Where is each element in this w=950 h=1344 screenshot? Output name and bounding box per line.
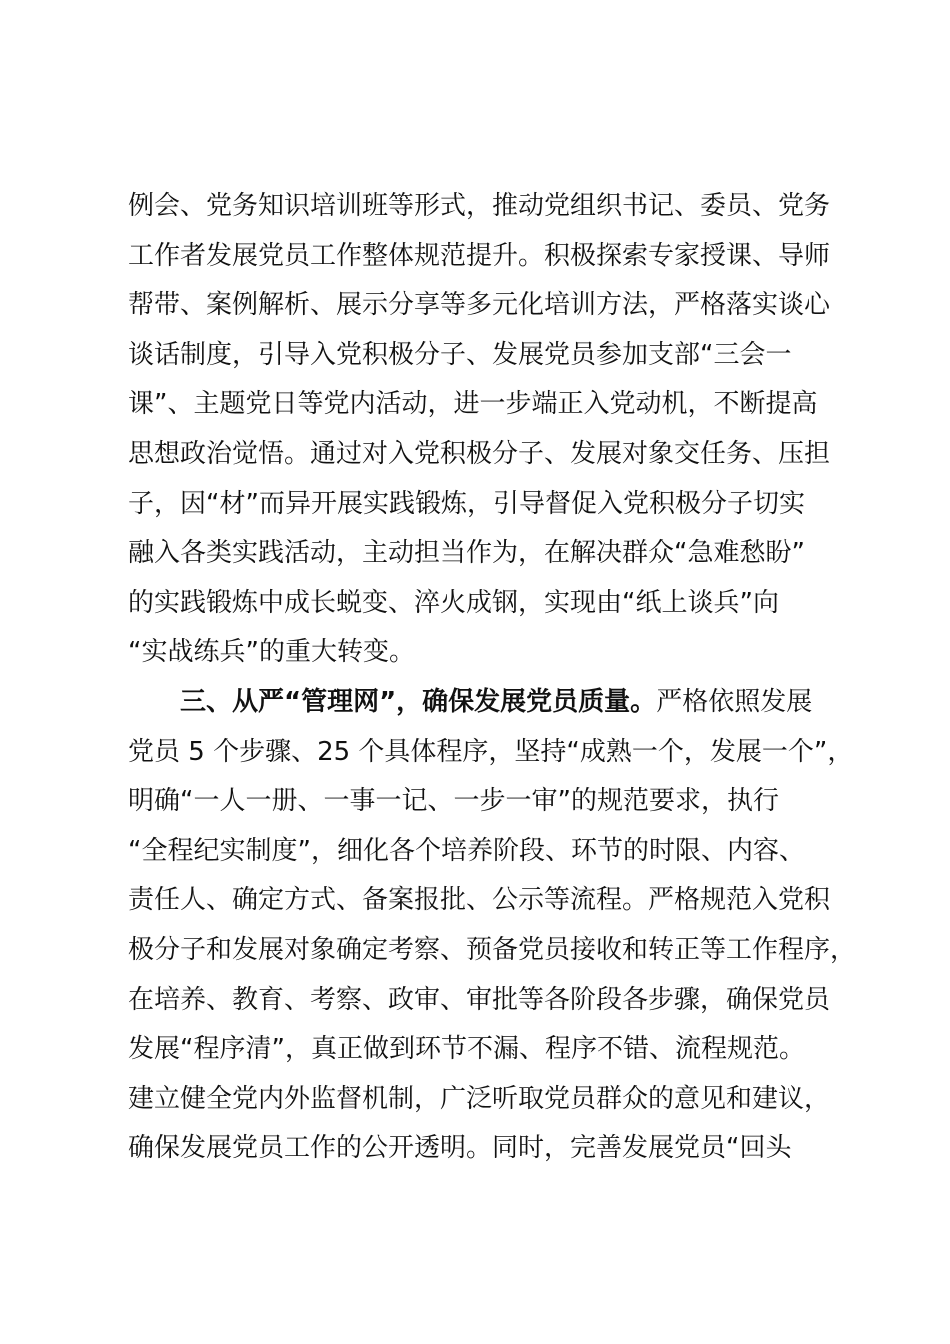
- text-line: 发展“程序清”，真正做到环节不漏、程序不错、流程规范。: [128, 1034, 805, 1065]
- body-text: [128, 182, 857, 1174]
- section-heading-rest: 严格依照发展: [656, 686, 813, 717]
- text-line: 工作者发展党员工作整体规范提升。积极探索专家授课、导师: [128, 240, 831, 271]
- text-line: 党员 5 个步骤、25 个具体程序，坚持“成熟一个，发展一个”，: [128, 736, 854, 767]
- text-line: 融入各类实践活动，主动担当作为，在解决群众“急难愁盼”: [128, 538, 805, 569]
- text-line: 帮带、案例解析、展示分享等多元化培训方法，严格落实谈心: [128, 290, 831, 321]
- text-line: 例会、党务知识培训班等形式，推动党组织书记、委员、党务: [128, 191, 831, 221]
- text-line: 明确“一人一册、一事一记、一步一审”的规范要求，执行: [128, 786, 779, 817]
- text-line: 建立健全党内外监督机制，广泛听取党员群众的意见和建议，: [128, 1083, 831, 1114]
- text-line: 子，因“材”而异开展实践锻炼，引导督促入党积极分子切实: [128, 488, 805, 519]
- text-line: 谈话制度，引导入党积极分子、发展党员参加支部“三会一: [128, 339, 792, 370]
- text-line: 的实践锻炼中成长蜕变、淬火成钢，实现由“纸上谈兵”向: [128, 587, 779, 618]
- text-line: 极分子和发展对象确定考察、预备党员接收和转正等工作程序，: [128, 934, 857, 965]
- text-line: 责任人、确定方式、备案报批、公示等流程。严格规范入党积: [128, 885, 831, 916]
- text-line: “实战练兵”的重大转变。: [128, 637, 415, 668]
- text-line: 在培养、教育、考察、政审、审批等各阶段各步骤，确保党员: [128, 984, 831, 1015]
- text-line: 思想政治觉悟。通过对入党积极分子、发展对象交任务、压担: [128, 438, 831, 469]
- text-line: 课”、主题党日等党内活动，进一步端正入党动机，不断提高: [128, 389, 818, 420]
- text-line: 确保发展党员工作的公开透明。同时，完善发展党员“回头: [128, 1133, 792, 1164]
- section-heading: 三、从严“管理网”，确保发展党员质量。: [180, 686, 657, 717]
- text-line: “全程纪实制度”，细化各个培养阶段、环节的时限、内容、: [128, 835, 805, 866]
- section-heading-line: [128, 678, 838, 728]
